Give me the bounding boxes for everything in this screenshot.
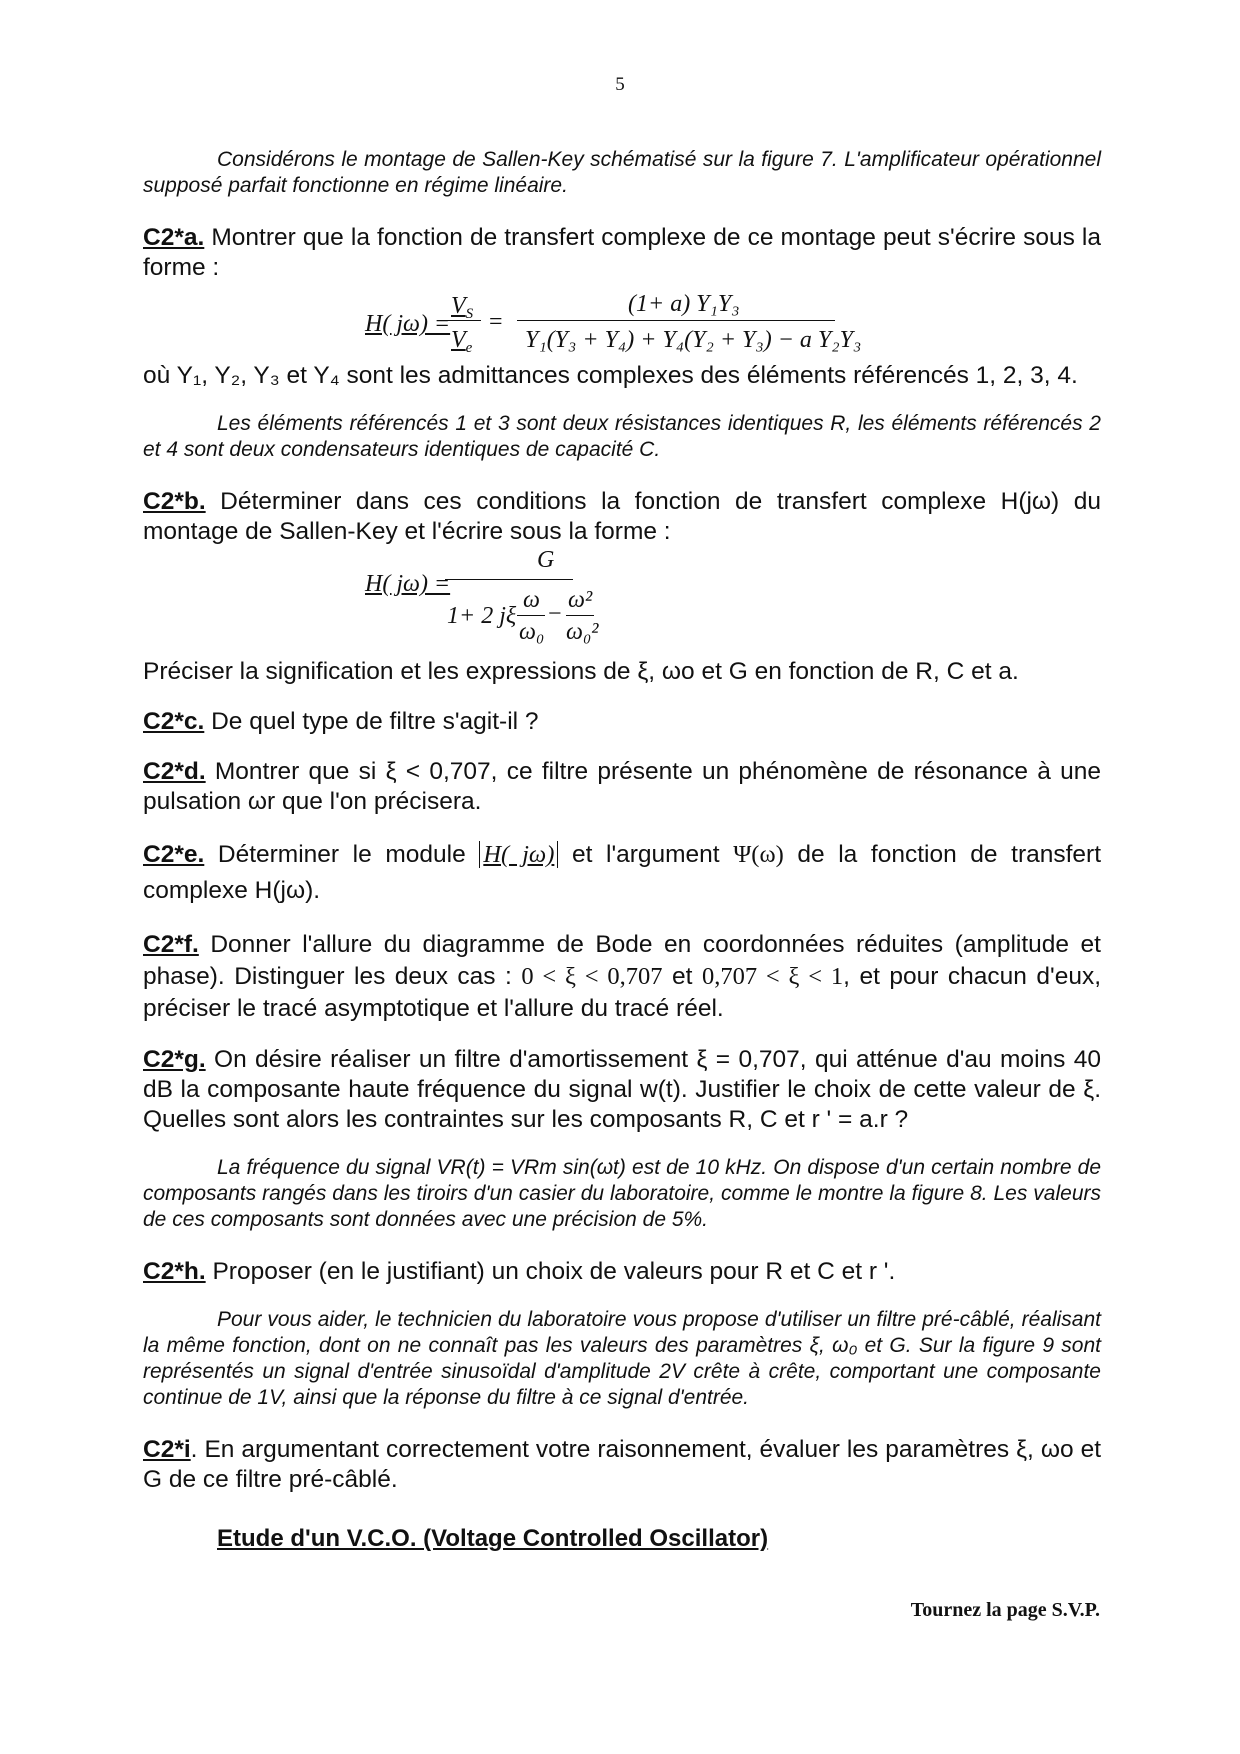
question-i-text: . En argumentant correctement votre raisonnement, évaluer les paramètres ξ, ωo et G de ce filtre pré-câblé. [143, 1436, 1101, 1493]
question-b-label: C2*b. [143, 488, 206, 515]
question-b [143, 487, 1101, 687]
question-a [143, 223, 1101, 391]
question-e-text2: et l'argument [558, 841, 734, 868]
question-b-text: Déterminer dans ces conditions la fonction de transfert complexe H(jω) du montage de Sallen-Key et l'écrire sous la forme : [143, 488, 1101, 545]
transfer-function-formula-1 [143, 287, 1101, 361]
question-d-label: C2*d. [143, 758, 206, 785]
formula1-main-bar [517, 320, 835, 321]
document-body [143, 147, 1101, 1553]
question-h-text: Proposer (en le justifiant) un choix de valeurs pour R et C et r '. [205, 1258, 896, 1285]
question-c-label: C2*c. [143, 708, 205, 735]
formula1-ve-sub: e [465, 340, 473, 356]
question-h-label: C2*h. [143, 1258, 206, 1285]
question-a-label: C2*a. [143, 224, 205, 251]
formula1-ratio-bar [447, 320, 481, 321]
intro-paragraph-4: Pour vous aider, le technicien du laboratoire vous propose d'utiliser un filtre pré-câblé, réalisant la même fonction, dont on ne connaît pas les valeurs des paramètres ξ, ω₀ et G. Sur la figure 9 sont représentés un signal d'entrée sinusoïdal d'amplitude 2V crête à crête, comportant une composante continue de 1V, ainsi que la réponse du filtre à ce signal d'entrée. [143, 1308, 1101, 1409]
formula1-numerator: (1+ a) Y₁Y₃ [628, 291, 740, 317]
question-c-text: De quel type de filtre s'agit-il ? [204, 708, 539, 735]
formula2-lhs: H( jω) = [365, 571, 451, 597]
formula2-frac1-num: ω [523, 587, 540, 613]
intro-paragraph-3: La fréquence du signal VR(t) = VRm sin(ωt) est de 10 kHz. On dispose d'un certain nombre de composants rangés dans les tiroirs d'un casier du laboratoire, comme le montre la figure 8. Les valeurs de ces composants sont données avec une précision de 5%. [143, 1156, 1101, 1231]
question-g-label: C2*g. [143, 1046, 206, 1073]
page-number: 5 [615, 74, 625, 95]
question-f-text2: et [662, 963, 702, 990]
question-g [143, 1045, 1101, 1135]
question-c [143, 707, 1101, 737]
question-b-after: Préciser la signification et les expressions de ξ, ωo et G en fonction de R, C et a. [143, 658, 1019, 685]
intro-paragraph-2: Les éléments référencés 1 et 3 sont deux résistances identiques R, les éléments référencés 2 et 4 sont deux condensateurs identiques de capacité C. [143, 412, 1101, 461]
formula2-frac1-bar [517, 615, 545, 616]
question-e-text1: Déterminer le module [204, 841, 480, 868]
question-f-case1: 0 < ξ < 0,707 [521, 963, 663, 990]
formula2-main-bar [445, 579, 573, 580]
formula1-ve: V [451, 327, 466, 353]
formula2-frac2-den: ω₀² [566, 619, 599, 645]
question-e-label: C2*e. [143, 841, 205, 868]
formula2-frac2-bar [566, 615, 594, 616]
formula2-frac1-den: ω₀ [519, 619, 545, 645]
formula1-vs: V [451, 293, 466, 319]
question-g-text: On désire réaliser un filtre d'amortissement ξ = 0,707, qui atténue d'au moins 40 dB la composante haute fréquence du signal w(t). Justifier le choix de cette valeur de ξ. Quelles sont alors les contraintes sur les composants R, C et r ' = a.r ? [143, 1046, 1101, 1133]
question-d-text: Montrer que si ξ < 0,707, ce filtre présente un phénomène de résonance à une pulsation ωr que l'on précisera. [143, 758, 1101, 815]
question-e-arg: Ψ(ω) [733, 841, 784, 868]
transfer-function-formula-2 [143, 549, 1101, 653]
question-a-text: Montrer que la fonction de transfert complexe de ce montage peut s'écrire sous la forme : [143, 224, 1101, 281]
question-i [143, 1435, 1101, 1495]
intro-paragraph-1: Considérons le montage de Sallen-Key schématisé sur la figure 7. L'amplificateur opérationnel supposé parfait fonctionne en régime linéaire. [143, 148, 1101, 197]
formula1-denominator: Y₁(Y₃ + Y₄) + Y₄(Y₂ + Y₃) − a Y₂Y₃ [525, 327, 862, 353]
section-title: Etude d'un V.C.O. (Voltage Controlled Oscillator) [217, 1525, 769, 1552]
question-d [143, 757, 1101, 817]
question-f-label: C2*f. [143, 931, 199, 958]
formula2-numerator: G [537, 547, 555, 573]
question-a-after: où Y₁, Y₂, Y₃ et Y₄ sont les admittances complexes des éléments référencés 1, 2, 3, 4. [143, 362, 1078, 389]
question-e-module: H( jω) [483, 841, 555, 868]
formula2-den-prefix: 1+ 2 jξ [447, 603, 517, 629]
formula2-minus: − [548, 601, 562, 627]
formula2-frac2-num: ω² [568, 587, 593, 613]
formula1-lhs: H( jω) = [365, 311, 451, 337]
question-e [143, 837, 1101, 909]
question-f [143, 929, 1101, 1025]
question-f-text1: Donner l'allure du diagramme de Bode en coordonnées réduites (amplitude et phase). Distinguer les deux cas : [143, 931, 1101, 990]
footer-turn-page: Tournez la page S.V.P. [910, 1599, 1100, 1621]
formula1-equals: = [489, 309, 503, 335]
question-e-text3: de la fonction de transfert complexe H(jω). [143, 841, 1102, 904]
question-f-text3: , et pour chacun d'eux, préciser le tracé asymptotique et l'allure du tracé réel. [143, 963, 1102, 1022]
formula1-vs-sub: S [465, 306, 474, 322]
question-h [143, 1257, 1101, 1287]
question-i-label: C2*i [143, 1436, 191, 1463]
question-f-case2: 0,707 < ξ < 1 [701, 963, 844, 990]
